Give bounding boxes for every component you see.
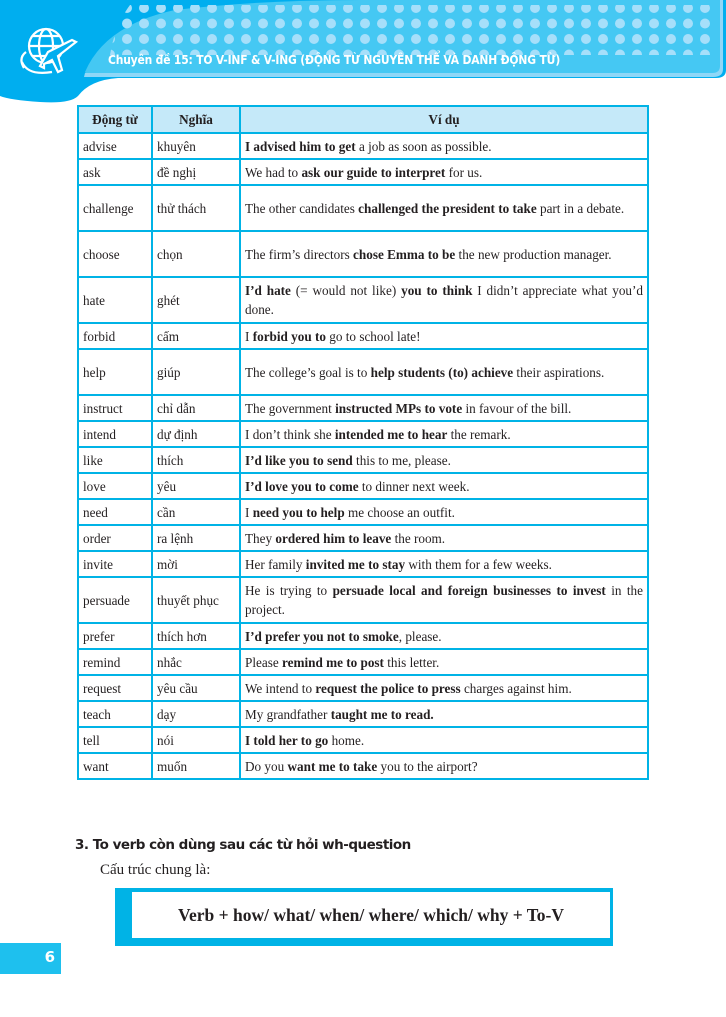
section-heading: 3. To verb còn dùng sau các từ hỏi wh-question [75, 837, 411, 853]
meaning-cell: nói [152, 727, 240, 753]
example-text: go to school late! [325, 328, 421, 344]
example-cell [240, 133, 648, 159]
example-cell [240, 701, 648, 727]
chapter-title: Chuyên đề 15: TO V-INF & V-ING (ĐỘNG TỪ NGUYÊN THỂ VÀ DANH ĐỘNG TỪ) [108, 52, 561, 67]
example-text: I [245, 504, 253, 520]
verb-cell: hate [78, 277, 152, 323]
table-header-row [78, 106, 648, 133]
table-row [78, 675, 648, 701]
example-text: Do you [245, 758, 288, 774]
example-highlight: forbid you to [252, 328, 326, 344]
verb-cell: instruct [78, 395, 152, 421]
example-cell [240, 525, 648, 551]
example-cell [240, 623, 648, 649]
table-row [78, 185, 648, 231]
verb-cell: remind [78, 649, 152, 675]
column-header-meaning: Nghĩa [152, 106, 240, 133]
meaning-cell: ra lệnh [152, 525, 240, 551]
example-text: the new production manager. [455, 246, 612, 262]
example-highlight: I told her to go [245, 732, 329, 748]
verb-cell: prefer [78, 623, 152, 649]
example-highlight: I’d hate [245, 283, 291, 298]
example-text: The government [245, 400, 336, 416]
example-text: me choose an outfit. [344, 504, 455, 520]
example-cell [240, 231, 648, 277]
table-row [78, 499, 648, 525]
meaning-cell: đề nghị [152, 159, 240, 185]
example-highlight: I’d love you to come [245, 478, 359, 494]
formula-text: Verb + how/ what/ when/ where/ which/ why + To-V [177, 904, 565, 925]
globe-airplane-icon [18, 22, 80, 78]
meaning-cell: cần [152, 499, 240, 525]
example-text: home. [328, 732, 365, 748]
example-cell [240, 551, 648, 577]
meaning-cell: chỉ dẫn [152, 395, 240, 421]
column-header-example: Ví dụ [240, 106, 648, 133]
verb-cell: tell [78, 727, 152, 753]
example-text: My grandfather [245, 706, 331, 722]
example-text: We intend to [245, 680, 316, 696]
example-cell [240, 421, 648, 447]
meaning-cell: thử thách [152, 185, 240, 231]
verb-cell: help [78, 349, 152, 395]
meaning-cell: thích hơn [152, 623, 240, 649]
example-highlight: need you to help [252, 504, 345, 520]
table-row [78, 323, 648, 349]
table-row [78, 623, 648, 649]
example-text: for us. [445, 164, 483, 180]
example-text: I didn’t appreciate what you’d done. [245, 283, 643, 317]
verb-cell: want [78, 753, 152, 779]
example-highlight: request the police to press [315, 680, 461, 696]
verb-cell: intend [78, 421, 152, 447]
example-highlight: help students (to) achieve [370, 364, 514, 380]
example-text: in the project. [245, 583, 643, 617]
table-row [78, 349, 648, 395]
example-text: charges against him. [460, 680, 572, 696]
table-row [78, 551, 648, 577]
meaning-cell: mời [152, 551, 240, 577]
example-text: Please [245, 654, 282, 670]
table-row [78, 577, 648, 623]
section-subheading: Cấu trúc chung là: [100, 862, 211, 878]
table-row [78, 649, 648, 675]
example-cell [240, 753, 648, 779]
example-text: , please. [398, 628, 442, 644]
verb-cell: love [78, 473, 152, 499]
example-text: this to me, please. [352, 452, 451, 468]
verb-cell: forbid [78, 323, 152, 349]
example-highlight: I’d like you to send [245, 452, 353, 468]
meaning-cell: yêu [152, 473, 240, 499]
verb-cell: request [78, 675, 152, 701]
example-text: We had to [245, 164, 302, 180]
verb-cell: need [78, 499, 152, 525]
verb-cell: like [78, 447, 152, 473]
verb-cell: order [78, 525, 152, 551]
example-highlight: chose Emma to be [353, 246, 456, 262]
example-highlight: I advised him to get [245, 138, 356, 154]
meaning-cell: thuyết phục [152, 577, 240, 623]
example-text: with them for a few weeks. [405, 556, 552, 572]
meaning-cell: nhắc [152, 649, 240, 675]
example-highlight: want me to take [287, 758, 378, 774]
page-number-tab [0, 943, 61, 974]
table-row [78, 133, 648, 159]
meaning-cell: thích [152, 447, 240, 473]
example-text: The other candidates [245, 200, 359, 216]
meaning-cell: ghét [152, 277, 240, 323]
example-highlight: invited me to stay [305, 556, 406, 572]
table-row [78, 473, 648, 499]
example-cell [240, 649, 648, 675]
example-highlight: instructed MPs to vote [335, 400, 463, 416]
verb-cell: choose [78, 231, 152, 277]
example-cell [240, 323, 648, 349]
table-row [78, 395, 648, 421]
example-text: part in a debate. [536, 200, 625, 216]
example-cell [240, 499, 648, 525]
example-cell [240, 675, 648, 701]
example-text: to dinner next week. [358, 478, 470, 494]
example-text: Her family [245, 556, 306, 572]
example-text: They [245, 530, 276, 546]
example-text: in favour of the bill. [462, 400, 572, 416]
example-cell [240, 577, 648, 623]
example-highlight: challenged the president to take [358, 200, 537, 216]
table-row [78, 753, 648, 779]
example-text: He is trying to [245, 583, 333, 598]
example-cell [240, 349, 648, 395]
meaning-cell: cấm [152, 323, 240, 349]
example-cell [240, 185, 648, 231]
column-header-verb: Động từ [78, 106, 152, 133]
table-row [78, 277, 648, 323]
table-row [78, 231, 648, 277]
meaning-cell: dự định [152, 421, 240, 447]
meaning-cell: khuyên [152, 133, 240, 159]
table-row [78, 421, 648, 447]
table-row [78, 447, 648, 473]
example-cell [240, 159, 648, 185]
formula-inner [132, 892, 610, 938]
meaning-cell: dạy [152, 701, 240, 727]
example-text: The college’s goal is to [245, 364, 371, 380]
verb-cell: ask [78, 159, 152, 185]
example-text: the room. [391, 530, 446, 546]
verb-table [77, 105, 649, 780]
table-row [78, 525, 648, 551]
example-text: the remark. [447, 426, 511, 442]
example-highlight: taught me to read. [330, 706, 434, 722]
example-highlight: ask our guide to interpret [301, 164, 446, 180]
example-highlight: I’d prefer you not to smoke [245, 628, 399, 644]
verb-cell: challenge [78, 185, 152, 231]
table-row [78, 727, 648, 753]
verb-cell: invite [78, 551, 152, 577]
example-highlight: ordered him to leave [275, 530, 392, 546]
example-text: this letter. [383, 654, 440, 670]
table-body [78, 133, 648, 779]
verb-cell: persuade [78, 577, 152, 623]
meaning-cell: chọn [152, 231, 240, 277]
example-text: their aspirations. [513, 364, 605, 380]
example-cell [240, 727, 648, 753]
meaning-cell: muốn [152, 753, 240, 779]
example-highlight: persuade local and foreign businesses to invest [332, 583, 606, 598]
meaning-cell: giúp [152, 349, 240, 395]
page-number: 6 [44, 948, 55, 966]
formula-box [115, 888, 613, 946]
example-cell [240, 395, 648, 421]
example-text: I don’t think she [245, 426, 335, 442]
meaning-cell: yêu cầu [152, 675, 240, 701]
example-highlight: you to think [401, 283, 473, 298]
example-text: The firm’s directors [245, 246, 354, 262]
example-text: I [245, 328, 253, 344]
table-row [78, 701, 648, 727]
verb-cell: teach [78, 701, 152, 727]
verb-cell: advise [78, 133, 152, 159]
example-highlight: remind me to post [282, 654, 384, 670]
example-text: (= would not like) [290, 283, 402, 298]
example-text: a job as soon as possible. [355, 138, 492, 154]
example-cell [240, 473, 648, 499]
example-highlight: intended me to hear [334, 426, 448, 442]
example-text: you to the airport? [377, 758, 478, 774]
example-cell [240, 277, 648, 323]
table-row [78, 159, 648, 185]
example-cell [240, 447, 648, 473]
